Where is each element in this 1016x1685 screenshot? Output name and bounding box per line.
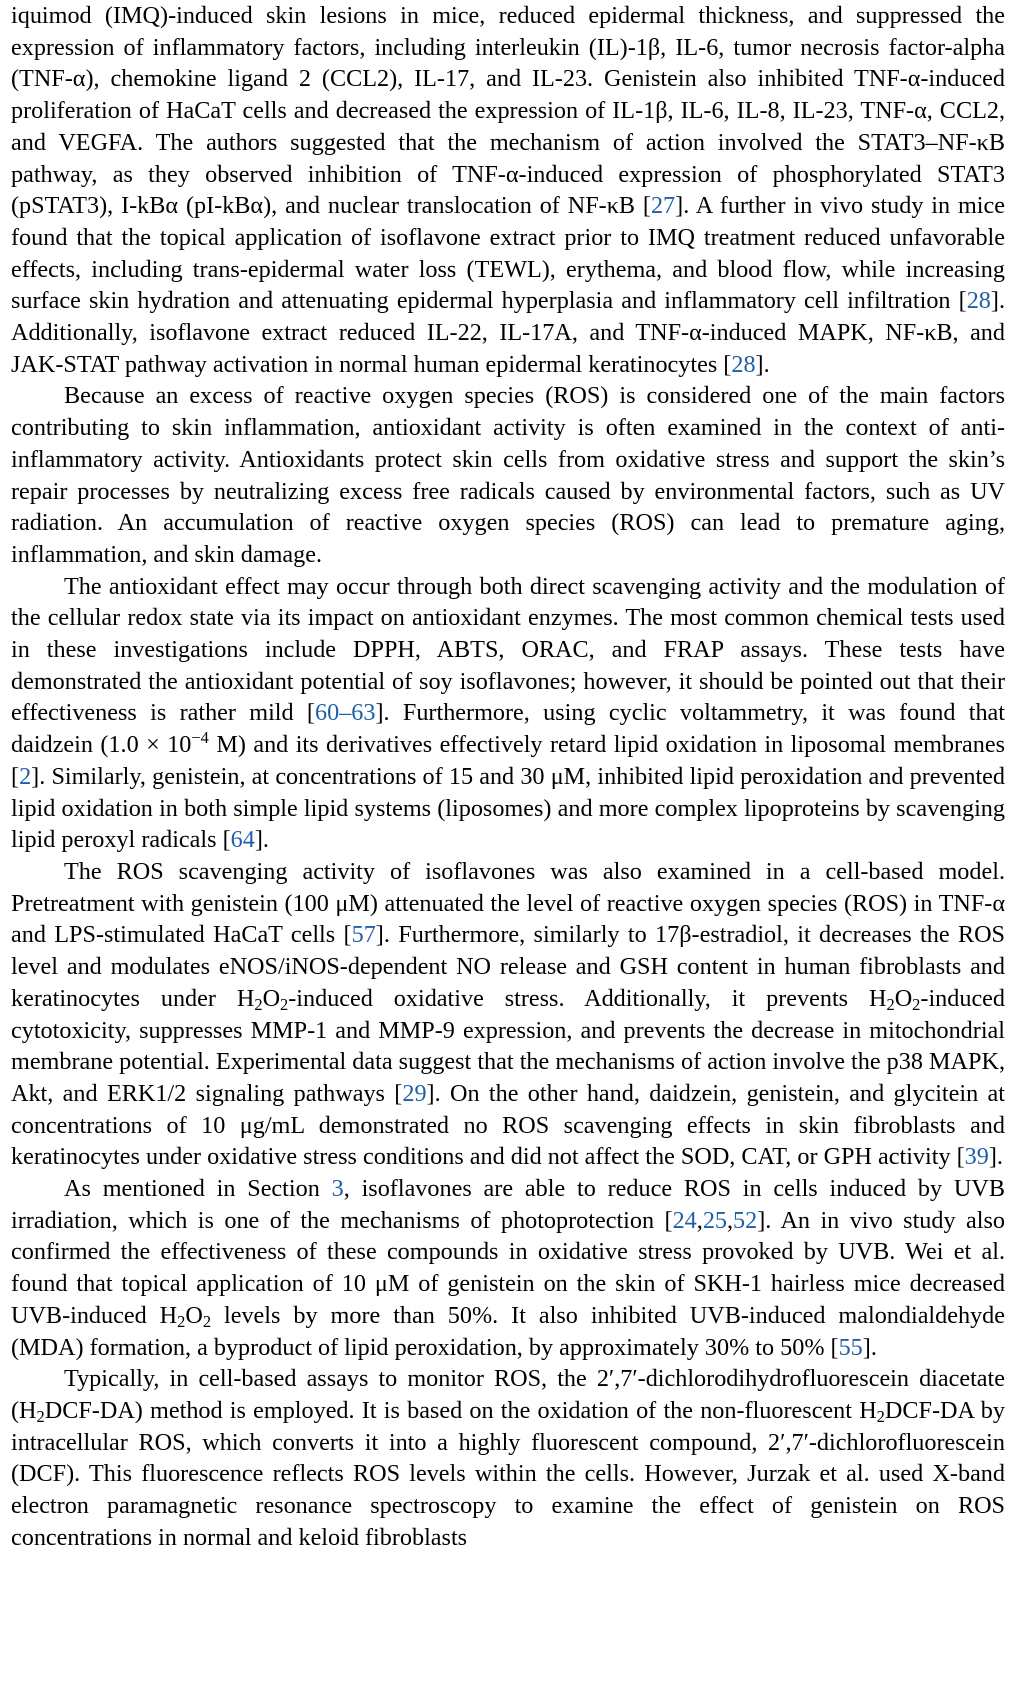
citation-link[interactable]: 2 <box>19 762 32 790</box>
text-run: Typically, in cell-based assays to monitor ROS, the 2′,7′-dichlorodihydrofluorescein diacetate (H <box>11 1365 1005 1424</box>
citation-link[interactable]: 64 <box>230 826 255 854</box>
text-run: ]. <box>988 1143 1003 1171</box>
subscript: 2 <box>36 1407 45 1427</box>
citation-link[interactable]: 57 <box>351 921 376 949</box>
text-run: levels by more than 50%. It also inhibited UVB-induced malondialdehyde (MDA) formation, a byproduct of lipid peroxidation, by approximately 30% to 50% [ <box>11 1301 1005 1361</box>
text-run: The antioxidant effect may occur through both direct scavenging activity and the modulation of the cellular redox state via its impact on antioxidant enzymes. The most common chemical tests used in these investigations include DPPH, ABTS, ORAC, and FRAP assays. These tests have demonstrated the antioxidant potential of soy isoflavones; however, it should be pointed out that their effectiveness is rather mild [ <box>11 572 1005 727</box>
text-run: ]. An in vivo study also confirmed the effectiveness of these compounds in oxidative stress provoked by UVB. Wei et al. found that topical application of 10 μM of genistein on the skin of SKH-1 hairless mice decreased UVB-induced H <box>11 1206 1005 1329</box>
text-run: O <box>894 984 913 1012</box>
text-run: M) and its derivatives effectively retard lipid oxidation in liposomal membranes [ <box>11 731 1006 790</box>
text-run: The ROS scavenging activity of isoflavones was also examined in a cell-based model. Pretreatment with genistein (100 μM) attenuated the level of reactive oxygen species (ROS) in TNF-α and LPS-stimulated HaCaT cells [ <box>11 857 1005 949</box>
paragraph <box>11 0 1005 380</box>
text-run: As mentioned in Section <box>64 1175 332 1203</box>
text-run: DCF-DA) method is employed. It is based on the oxidation of the non-fluorescent H <box>44 1396 877 1424</box>
text-run: O <box>185 1301 203 1329</box>
subscript: 2 <box>912 994 921 1014</box>
citation-link[interactable]: 39 <box>964 1143 989 1171</box>
text-run: iquimod (IMQ)-induced skin lesions in mice, reduced epidermal thickness, and suppressed the expression of inflammatory factors, including interleukin (IL)-1β, IL-6, tumor necrosis factor-alpha (TNF-α), chemokine ligand 2 (CCL2), IL-17, and IL-23. Genistein also inhibited TNF-α-induced proliferation of HaCaT cells and decreased the expression of IL-1β, IL-6, IL-8, IL-23, TNF-α, CCL2, and VEGFA. The authors suggested that the mechanism of action involved the STAT3–NF-κB pathway, as they observed inhibition of TNF-α-induced expression of phosphorylated STAT3 (pSTAT3), I-kBα (pI-kBα), and nuclear translocation of NF-κB [ <box>11 2 1005 220</box>
subscript: 2 <box>886 994 895 1014</box>
text-run: -induced cytotoxicity, suppresses MMP-1 and MMP-9 expression, and prevents the decrease in mitochondrial membrane potential. Experimental data suggest that the mechanisms of action involve the p38 MAPK, Akt, and ERK1/2 signaling pathways [ <box>11 984 1006 1107</box>
citation-link[interactable]: 52 <box>733 1206 758 1234</box>
text-run: ]. Additionally, isoflavone extract reduced IL-22, IL-17A, and TNF-α-induced MAPK, NF-κB, and JAK-STAT pathway activation in normal human epidermal keratinocytes [ <box>11 287 1005 378</box>
citation-link[interactable]: 60–63 <box>315 699 376 727</box>
subscript: 2 <box>254 994 263 1014</box>
citation-link[interactable]: 25 <box>702 1206 727 1234</box>
citation-link[interactable]: 28 <box>966 287 991 315</box>
paragraph <box>11 571 1005 856</box>
body-text <box>11 0 1005 1553</box>
subscript: 2 <box>876 1407 885 1427</box>
paragraph <box>11 856 1005 1173</box>
text-run: ]. <box>862 1333 877 1361</box>
text-run: ]. Similarly, genistein, at concentrations of 15 and 30 μM, inhibited lipid peroxidation and prevented lipid oxidation in both simple lipid systems (liposomes) and more complex lipoproteins by scavenging lipid peroxyl radicals [ <box>11 762 1005 854</box>
citation-link[interactable]: 24 <box>672 1206 697 1234</box>
text-run: O <box>262 984 281 1012</box>
citation-link[interactable]: 27 <box>650 192 676 220</box>
paragraph <box>11 1173 1005 1363</box>
subscript: 2 <box>202 1311 212 1331</box>
subscript: 2 <box>177 1311 186 1331</box>
subscript: 2 <box>280 994 289 1014</box>
citation-link[interactable]: 55 <box>838 1333 863 1361</box>
citation-link[interactable]: 28 <box>731 350 756 378</box>
text-run: ]. Furthermore, using cyclic voltammetry, it was found that daidzein (1.0 × 10 <box>11 699 1006 759</box>
text-run: , <box>696 1206 703 1234</box>
text-run: Because an excess of reactive oxygen species (ROS) is considered one of the main factors contributing to skin inflammation, antioxidant activity is often examined in the context of anti-inflammatory activity. Antioxidants protect skin cells from oxidative stress and support the skin’s repair processes by neutralizing excess free radicals caused by environmental factors, such as UV radiation. An accumulation of reactive oxygen species (ROS) can lead to premature aging, inflammation, and skin damage. <box>11 382 1005 568</box>
text-run: ]. <box>755 350 770 378</box>
text-run: ]. <box>254 826 269 854</box>
citation-link[interactable]: 29 <box>402 1079 427 1107</box>
text-run: , isoflavones are able to reduce ROS in cells induced by UVB irradiation, which is one of the mechanisms of photoprotection [ <box>11 1175 1005 1234</box>
text-run: , <box>727 1206 734 1234</box>
text-run: ]. A further in vivo study in mice found that the topical application of isoflavone extract prior to IMQ treatment reduced unfavorable effects, including trans-epidermal water loss (TEWL), erythema, and blood flow, while increasing surface skin hydration and attenuating epidermal hyperplasia and inflammatory cell infiltration [ <box>11 192 1005 315</box>
superscript: −4 <box>191 728 209 748</box>
citation-link[interactable]: 3 <box>331 1175 344 1203</box>
text-run: -induced oxidative stress. Additionally, it prevents H <box>288 984 887 1012</box>
paragraph <box>11 1363 1005 1553</box>
text-run: ]. Furthermore, similarly to 17β-estradiol, it decreases the ROS level and modulates eNOS/iNOS-dependent NO release and GSH content in human fibroblasts and keratinocytes under H <box>11 921 1005 1012</box>
text-run: ]. On the other hand, daidzein, genistein, and glycitein at concentrations of 10 μg/mL demonstrated no ROS scavenging effects in skin fibroblasts and keratinocytes under oxidative stress conditions and did not affect the SOD, CAT, or GPH activity [ <box>11 1079 1005 1171</box>
paragraph <box>11 380 1005 570</box>
text-run: DCF-DA by intracellular ROS, which converts it into a highly fluorescent compound, 2′,7′-dichlorofluorescein (DCF). This fluorescence reflects ROS levels within the cells. However, Jurzak et al. used X-band electron paramagnetic resonance spectroscopy to examine the effect of genistein on ROS concentrations in normal and keloid fibroblasts <box>11 1396 1005 1551</box>
